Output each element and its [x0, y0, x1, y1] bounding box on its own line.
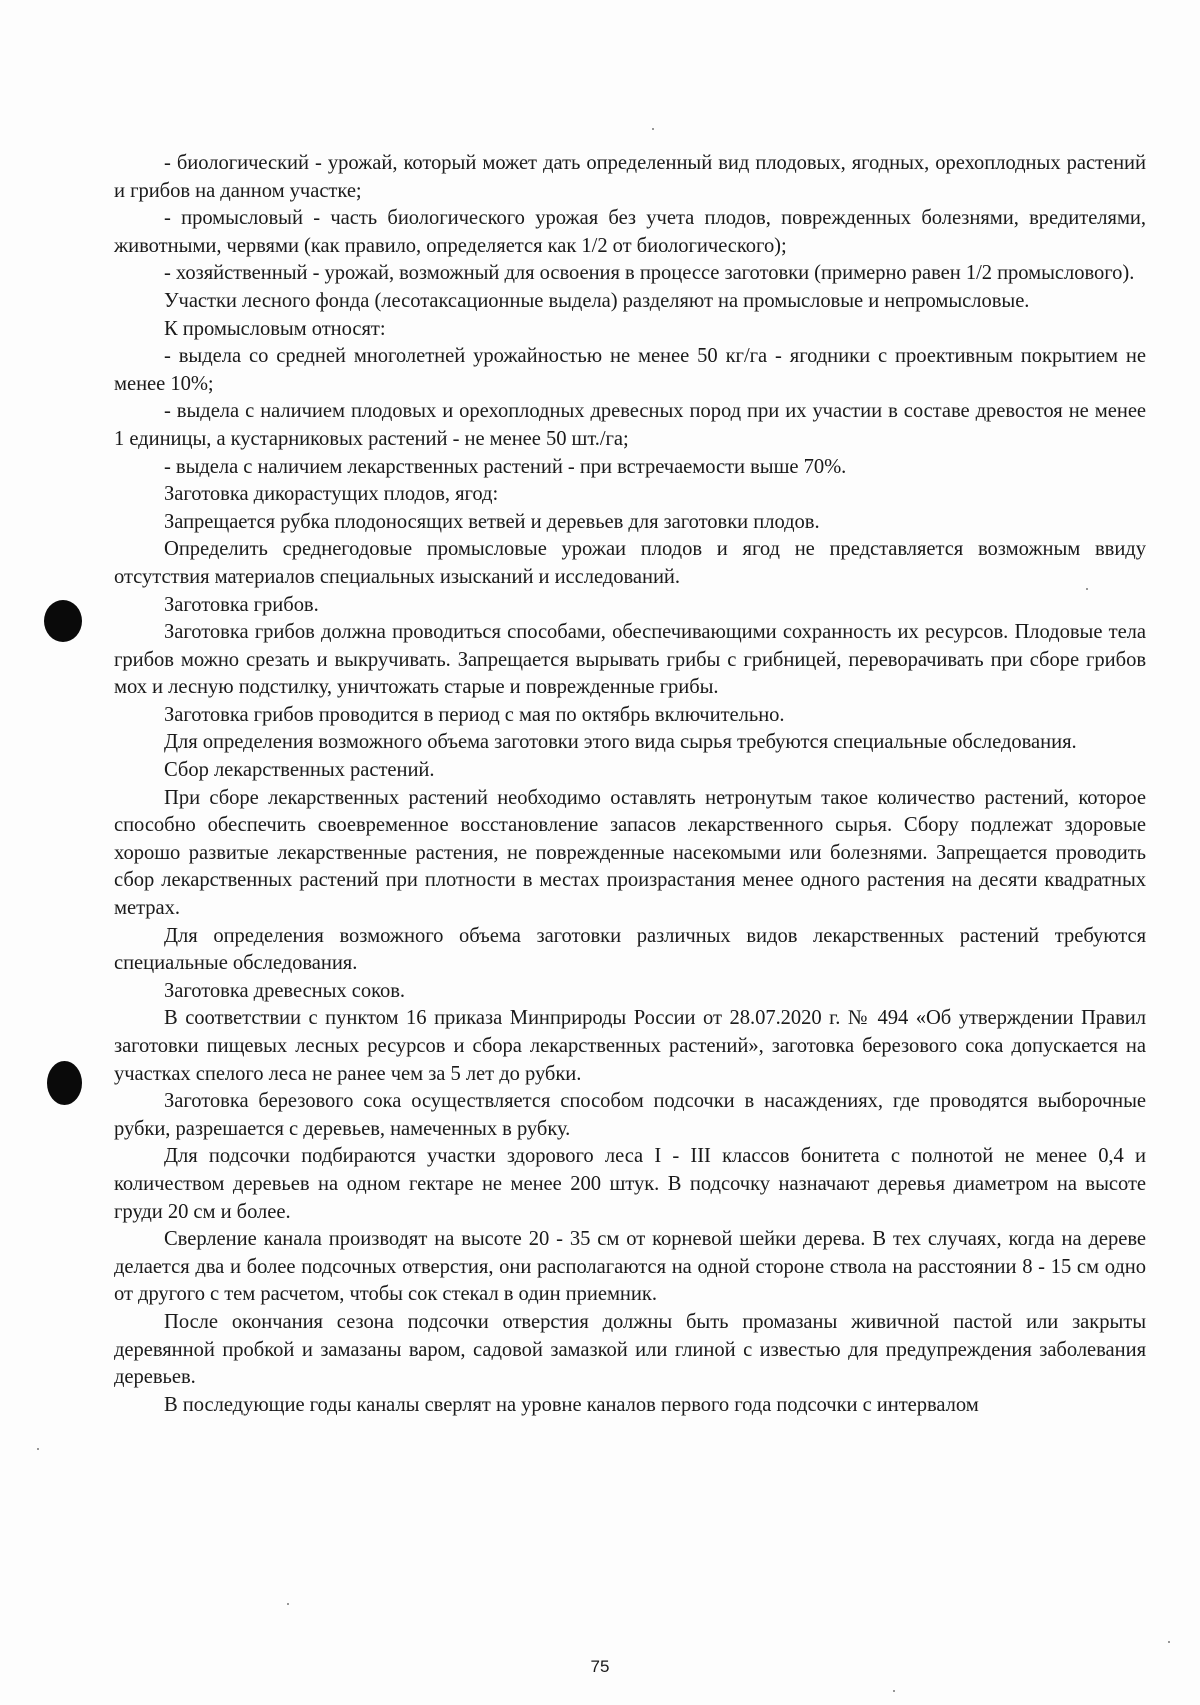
paragraph: Определить среднегодовые промысловые урожаи плодов и ягод не представляется возможным ввиду отсутствия материалов специальных изысканий и исследований.	[114, 538, 1146, 588]
paragraph: К промысловым относят:	[164, 317, 386, 340]
scan-speck	[37, 1448, 39, 1450]
page-number: 75	[590, 1657, 610, 1676]
paragraph: Заготовка березового сока осуществляется способом подсочки в насаждениях, где проводятся выборочные рубки, разрешается с деревьев, намеченных в рубку.	[114, 1090, 1146, 1140]
paragraph: Сверление канала производят на высоте 20 - 35 см от корневой шейки дерева. В тех случаях, когда на дереве делается два и более подсочных отверстия, они располагаются на одной стороне ствола на расстоянии 8 - 15 см одно от другого с тем расчетом, чтобы сок стекал в один приемник.	[114, 1228, 1146, 1306]
paragraph: Заготовка древесных соков.	[164, 979, 406, 1002]
paragraph: - выдела со средней многолетней урожайностью не менее 50 кг/га - ягодники с проективным покрытием не менее 10%;	[114, 345, 1146, 395]
paragraph: Заготовка дикорастущих плодов, ягод:	[164, 483, 499, 506]
paragraph: Запрещается рубка плодоносящих ветвей и деревьев для заготовки плодов.	[164, 510, 820, 533]
paragraph: - выдела с наличием плодовых и орехоплодных древесных пород при их участии в составе древостоя не менее 1 единицы, а кустарниковых растений - не менее 50 шт./га;	[114, 400, 1146, 450]
paragraph: Сбор лекарственных растений.	[164, 759, 435, 782]
paragraph: Для определения возможного объема заготовки различных видов лекарственных растений требуются специальные обследования.	[114, 924, 1146, 975]
paragraph: При сборе лекарственных растений необходимо оставлять нетронутым такое количество растений, которое способно обеспечить своевременное восстановление запасов лекарственного сырья. Сбору подлежат здоровые хорошо развитые лекарственные растения, не поврежденные насекомыми или болезнями. Запрещается проводить сбор лекарственных растений при плотности в местах произрастания менее одного растения на десяти квадратных метрах.	[114, 786, 1146, 920]
paragraph: Участки лесного фонда (лесотаксационные выдела) разделяют на промысловые и непромысловые.	[164, 289, 1030, 312]
paragraph: - выдела с наличием лекарственных растений - при встречаемости выше 70%.	[164, 455, 847, 478]
scan-speck	[287, 1603, 289, 1605]
paragraph: - промысловый - часть биологического урожая без учета плодов, поврежденных болезнями, вредителями, животными, червями (как правило, определяется как 1/2 от биологического);	[114, 207, 1146, 257]
paragraph: В соответствии с пунктом 16 приказа Минприроды России от 28.07.2020 г. № 494 «Об утверждении Правил заготовки пищевых лесных ресурсов и сбора лекарственных растений», заготовка березового сока допускается на участках спелого леса не ранее чем за 5 лет до рубки.	[114, 1007, 1146, 1085]
paragraph: - биологический - урожай, который может дать определенный вид плодовых, ягодных, орехоплодных растений и грибов на данном участке;	[114, 152, 1146, 202]
punch-hole-mark	[47, 1061, 82, 1105]
paragraph: В последующие годы каналы сверлят на уровне каналов первого года подсочки с интервалом	[164, 1393, 979, 1416]
paragraph: Заготовка грибов должна проводиться способами, обеспечивающими сохранность их ресурсов. Плодовые тела грибов можно срезать и выкручивать. Запрещается вырывать грибы с грибницей, переворачивать при сборе грибов мох и лесную подстилку, уничтожать старые и поврежденные грибы.	[114, 621, 1146, 699]
paragraph: Для подсочки подбираются участки здорового леса I - III классов бонитета с полнотой не менее 0,4 и количеством деревьев на одном гектаре не менее 200 штук. В подсочку назначают деревья диаметром на высоте груди 20 см и более.	[114, 1145, 1146, 1223]
scan-speck	[1168, 1641, 1170, 1643]
document-body	[114, 150, 1146, 1419]
paragraph: Для определения возможного объема заготовки этого вида сырья требуются специальные обследования.	[164, 731, 1077, 754]
paragraph: Заготовка грибов проводится в период с мая по октябрь включительно.	[164, 703, 785, 726]
paragraph: - хозяйственный - урожай, возможный для освоения в процессе заготовки (примерно равен 1/2 промыслового).	[164, 262, 1135, 285]
paragraph: После окончания сезона подсочки отверстия должны быть промазаны живичной пастой или закрыты деревянной пробкой и замазаны варом, садовой замазкой или глиной с известью для предупреждения заболевания деревьев.	[114, 1310, 1146, 1389]
punch-hole-mark	[44, 600, 82, 642]
scan-speck	[652, 128, 654, 130]
scan-speck	[893, 1690, 895, 1692]
paragraph: Заготовка грибов.	[164, 593, 319, 616]
